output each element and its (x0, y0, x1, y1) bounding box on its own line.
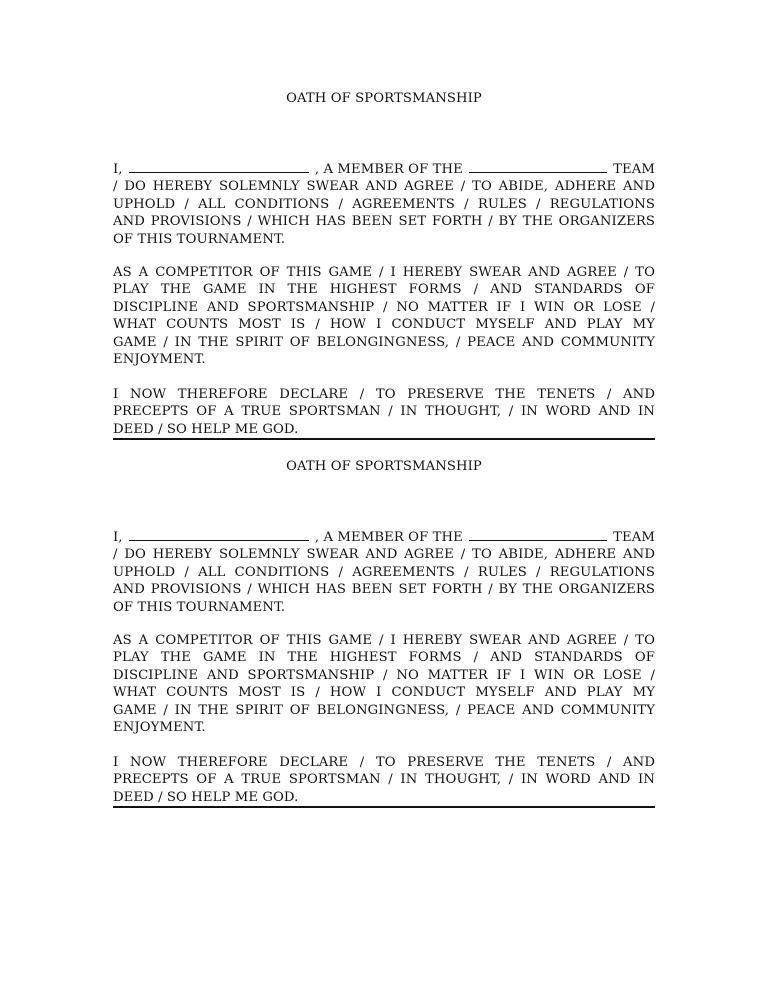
member-of-text: , A MEMBER OF THE (314, 530, 463, 545)
oath-paragraph-declaration (113, 754, 655, 806)
team-text: TEAM (613, 162, 655, 177)
text-line: ENJOYMENT. (113, 720, 206, 736)
text-line: WHAT COUNTS MOST IS / HOW I CONDUCT MYSELF AND PLAY MY (113, 685, 655, 701)
divider-rule (113, 438, 655, 440)
oath-form (113, 91, 655, 437)
oath-paragraph-member (113, 528, 655, 616)
member-of-text: , A MEMBER OF THE (314, 162, 463, 177)
oath-title: OATH OF SPORTSMANSHIP (286, 459, 482, 474)
team-text: TEAM (613, 530, 655, 545)
text-line: DEED / SO HELP ME GOD. (113, 421, 299, 437)
name-blank-field[interactable] (129, 160, 309, 173)
team-blank-field[interactable] (469, 160, 607, 173)
oath-paragraph-declaration (113, 386, 655, 438)
member-line (113, 528, 655, 546)
text-line: DEED / SO HELP ME GOD. (113, 789, 299, 805)
text-line: DISCIPLINE AND SPORTSMANSHIP / NO MATTER IF I WIN OR LOSE / (113, 667, 655, 683)
text-line: UPHOLD / ALL CONDITIONS / AGREEMENTS / RULES / REGULATIONS (113, 196, 655, 212)
text-line: PLAY THE GAME IN THE HIGHEST FORMS / AND STANDARDS OF (113, 650, 655, 666)
text-line: PRECEPTS OF A TRUE SPORTSMAN / IN THOUGHT, / IN WORD AND IN (113, 404, 655, 420)
pronoun-text: I, (113, 530, 123, 545)
text-line: UPHOLD / ALL CONDITIONS / AGREEMENTS / RULES / REGULATIONS (113, 564, 655, 580)
oath-paragraph-member (113, 160, 655, 248)
text-line: WHAT COUNTS MOST IS / HOW I CONDUCT MYSELF AND PLAY MY (113, 317, 655, 333)
text-line: AND PROVISIONS / WHICH HAS BEEN SET FORTH / BY THE ORGANIZERS (113, 214, 655, 230)
oath-paragraph-competitor (113, 264, 655, 368)
member-line (113, 160, 655, 178)
text-line: PRECEPTS OF A TRUE SPORTSMAN / IN THOUGHT, / IN WORD AND IN (113, 772, 655, 788)
text-line: / DO HEREBY SOLEMNLY SWEAR AND AGREE / TO ABIDE, ADHERE AND (113, 179, 655, 195)
text-line: AS A COMPETITOR OF THIS GAME / I HEREBY SWEAR AND AGREE / TO (113, 633, 655, 648)
name-blank-field[interactable] (129, 528, 309, 541)
oath-title: OATH OF SPORTSMANSHIP (286, 91, 482, 106)
text-line: GAME / IN THE SPIRIT OF BELONGINGNESS, / PEACE AND COMMUNITY (113, 334, 655, 350)
pronoun-text: I, (113, 162, 123, 177)
text-line: OF THIS TOURNAMENT. (113, 599, 286, 615)
text-line: OF THIS TOURNAMENT. (113, 231, 286, 247)
text-line: / DO HEREBY SOLEMNLY SWEAR AND AGREE / TO ABIDE, ADHERE AND (113, 547, 655, 563)
oath-paragraph-competitor (113, 632, 655, 736)
text-line: I NOW THEREFORE DECLARE / TO PRESERVE THE TENETS / AND (113, 755, 655, 770)
text-line: I NOW THEREFORE DECLARE / TO PRESERVE THE TENETS / AND (113, 387, 655, 402)
text-line: DISCIPLINE AND SPORTSMANSHIP / NO MATTER IF I WIN OR LOSE / (113, 299, 655, 315)
divider-rule (113, 806, 655, 808)
text-line: GAME / IN THE SPIRIT OF BELONGINGNESS, / PEACE AND COMMUNITY (113, 702, 655, 718)
text-line: ENJOYMENT. (113, 352, 206, 368)
oath-form (113, 459, 655, 805)
text-line: AND PROVISIONS / WHICH HAS BEEN SET FORTH / BY THE ORGANIZERS (113, 582, 655, 598)
text-line: PLAY THE GAME IN THE HIGHEST FORMS / AND STANDARDS OF (113, 282, 655, 298)
team-blank-field[interactable] (469, 528, 607, 541)
text-line: AS A COMPETITOR OF THIS GAME / I HEREBY SWEAR AND AGREE / TO (113, 265, 655, 280)
